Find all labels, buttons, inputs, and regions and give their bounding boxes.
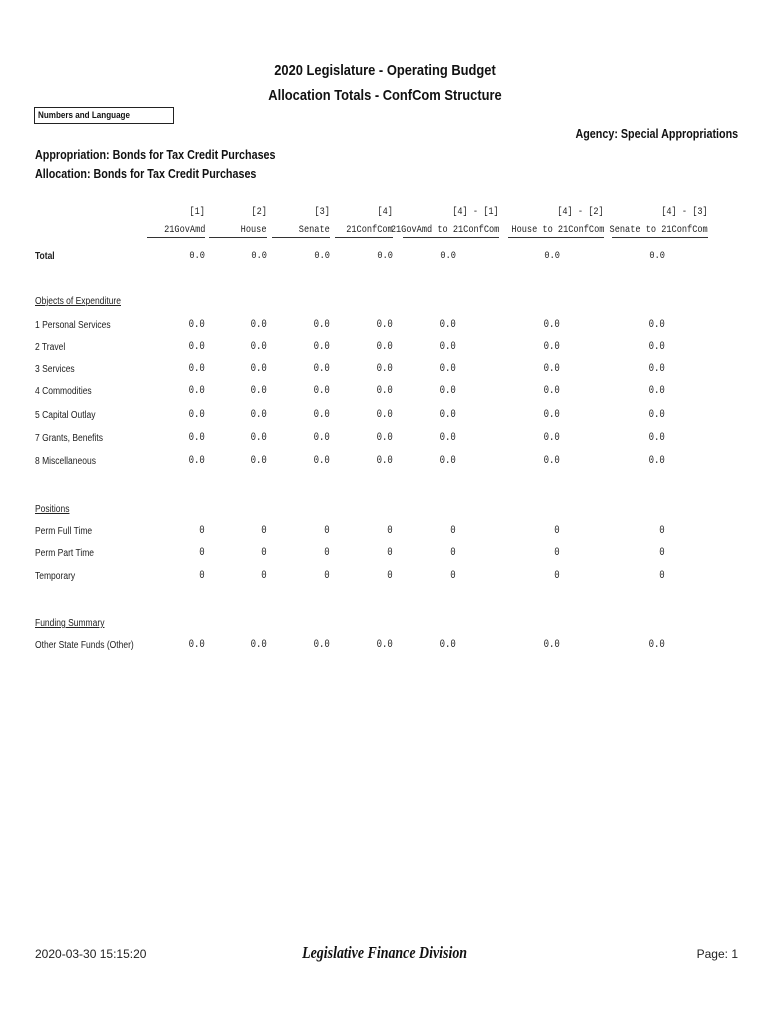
table-cell: 0.0 [543, 363, 560, 375]
table-cell: 0.0 [439, 363, 456, 375]
column-header-label: Senate to 21ConfCom [609, 224, 708, 236]
table-cell: 0.0 [648, 363, 665, 375]
table-cell: 0.0 [648, 409, 665, 421]
table-cell: 0.0 [648, 319, 665, 331]
column-header-index: [3] [314, 206, 330, 218]
table-cell: 0.0 [376, 385, 393, 397]
table-cell: 0.0 [376, 363, 393, 375]
column-header-underline [508, 237, 604, 238]
table-cell: 0.0 [250, 432, 267, 444]
table-cell: 0.0 [313, 319, 330, 331]
report-type-badge: Numbers and Language [34, 107, 174, 124]
column-header-label: House [241, 224, 267, 236]
table-cell: 0.0 [188, 432, 205, 444]
column-header-underline [272, 237, 330, 238]
column-header-label: Senate [298, 224, 330, 236]
column-header-label: 21GovAmd to 21ConfCom [390, 224, 499, 236]
table-cell: 0.0 [543, 409, 560, 421]
column-header-index: [4] [377, 206, 393, 218]
table-cell: 0.0 [376, 455, 393, 467]
row-label: 3 Services [35, 364, 75, 375]
table-cell: 0 [199, 547, 205, 559]
table-cell: 0.0 [313, 432, 330, 444]
table-cell: 0.0 [313, 409, 330, 421]
table-cell: 0 [554, 525, 560, 537]
section-positions: Positions [35, 504, 70, 515]
table-cell: 0 [261, 570, 267, 582]
table-cell: 0.0 [376, 432, 393, 444]
row-label: Total [35, 251, 55, 262]
row-label: 5 Capital Outlay [35, 410, 96, 421]
table-cell: 0 [324, 525, 330, 537]
table-cell: 0.0 [313, 639, 330, 651]
table-cell: 0.0 [188, 341, 205, 353]
table-cell: 0.0 [439, 639, 456, 651]
table-cell: 0.0 [376, 341, 393, 353]
table-cell: 0.0 [189, 250, 205, 262]
table-cell: 0.0 [440, 250, 456, 262]
report-subtitle: Allocation Totals - ConfCom Structure [268, 87, 502, 104]
table-cell: 0.0 [188, 409, 205, 421]
table-cell: 0.0 [649, 250, 665, 262]
table-cell: 0.0 [313, 455, 330, 467]
section-objects-of-expenditure: Objects of Expenditure [35, 296, 121, 307]
table-cell: 0.0 [377, 250, 393, 262]
table-cell: 0.0 [543, 432, 560, 444]
table-cell: 0.0 [648, 639, 665, 651]
table-cell: 0.0 [439, 385, 456, 397]
table-cell: 0.0 [188, 385, 205, 397]
table-cell: 0 [554, 570, 560, 582]
table-cell: 0 [450, 547, 456, 559]
table-cell: 0.0 [439, 319, 456, 331]
table-cell: 0.0 [188, 363, 205, 375]
table-cell: 0.0 [543, 319, 560, 331]
table-cell: 0.0 [439, 409, 456, 421]
table-cell: 0 [450, 570, 456, 582]
table-cell: 0 [199, 570, 205, 582]
table-cell: 0 [554, 547, 560, 559]
page-number: Page: 1 [696, 947, 738, 961]
table-cell: 0.0 [543, 455, 560, 467]
table-cell: 0.0 [250, 319, 267, 331]
table-cell: 0 [659, 570, 665, 582]
table-cell: 0.0 [188, 455, 205, 467]
table-cell: 0 [387, 570, 393, 582]
table-cell: 0 [261, 547, 267, 559]
table-cell: 0.0 [648, 385, 665, 397]
table-cell: 0.0 [250, 455, 267, 467]
table-cell: 0.0 [439, 341, 456, 353]
table-cell: 0 [261, 525, 267, 537]
row-label: Other State Funds (Other) [35, 640, 134, 651]
table-cell: 0 [659, 547, 665, 559]
column-header-underline [209, 237, 267, 238]
column-header-underline [147, 237, 205, 238]
column-header-label: 21ConfCom [346, 224, 393, 236]
row-label: 2 Travel [35, 342, 66, 353]
table-cell: 0 [387, 547, 393, 559]
table-cell: 0.0 [648, 432, 665, 444]
table-cell: 0.0 [188, 319, 205, 331]
column-header-index: [2] [251, 206, 267, 218]
column-header-label: House to 21ConfCom [510, 224, 604, 236]
table-cell: 0.0 [251, 250, 267, 262]
report-title: 2020 Legislature - Operating Budget [274, 62, 496, 79]
row-label: 8 Miscellaneous [35, 456, 96, 467]
table-cell: 0.0 [188, 639, 205, 651]
appropriation-label: Appropriation: Bonds for Tax Credit Purchases [35, 148, 276, 162]
column-header-underline [335, 237, 393, 238]
table-cell: 0.0 [376, 409, 393, 421]
table-cell: 0 [324, 570, 330, 582]
table-cell: 0 [324, 547, 330, 559]
report-timestamp: 2020-03-30 15:15:20 [35, 947, 147, 961]
table-cell: 0.0 [314, 250, 330, 262]
table-cell: 0.0 [544, 250, 560, 262]
table-cell: 0.0 [439, 432, 456, 444]
table-cell: 0.0 [376, 319, 393, 331]
table-cell: 0.0 [250, 341, 267, 353]
row-label: 1 Personal Services [35, 320, 111, 331]
allocation-label: Allocation: Bonds for Tax Credit Purchases [35, 167, 257, 181]
table-cell: 0.0 [313, 385, 330, 397]
agency-label: Agency: Special Appropriations [575, 127, 738, 141]
table-cell: 0.0 [376, 639, 393, 651]
table-cell: 0.0 [543, 385, 560, 397]
table-cell: 0.0 [439, 455, 456, 467]
column-header-index: [4] - [3] [661, 206, 708, 218]
column-header-index: [4] - [2] [557, 206, 604, 218]
table-cell: 0.0 [250, 409, 267, 421]
division-signature: Legislative Finance Division [302, 943, 468, 962]
column-header-underline [612, 237, 708, 238]
table-cell: 0.0 [648, 455, 665, 467]
table-cell: 0.0 [648, 341, 665, 353]
row-label: 4 Commodities [35, 386, 92, 397]
table-cell: 0.0 [313, 341, 330, 353]
row-label: Perm Part Time [35, 548, 95, 559]
table-cell: 0 [450, 525, 456, 537]
table-cell: 0.0 [543, 341, 560, 353]
column-header-label: 21GovAmd [163, 224, 205, 236]
column-header-index: [1] [189, 206, 205, 218]
column-header-index: [4] - [1] [452, 206, 499, 218]
table-cell: 0.0 [250, 385, 267, 397]
row-label: Temporary [35, 571, 76, 582]
table-cell: 0 [199, 525, 205, 537]
row-label: Perm Full Time [35, 526, 93, 537]
table-cell: 0.0 [313, 363, 330, 375]
table-cell: 0.0 [250, 363, 267, 375]
section-funding-summary: Funding Summary [35, 618, 105, 629]
table-cell: 0 [387, 525, 393, 537]
column-header-underline [403, 237, 499, 238]
table-cell: 0.0 [543, 639, 560, 651]
table-cell: 0 [659, 525, 665, 537]
table-cell: 0.0 [250, 639, 267, 651]
row-label: 7 Grants, Benefits [35, 433, 104, 444]
